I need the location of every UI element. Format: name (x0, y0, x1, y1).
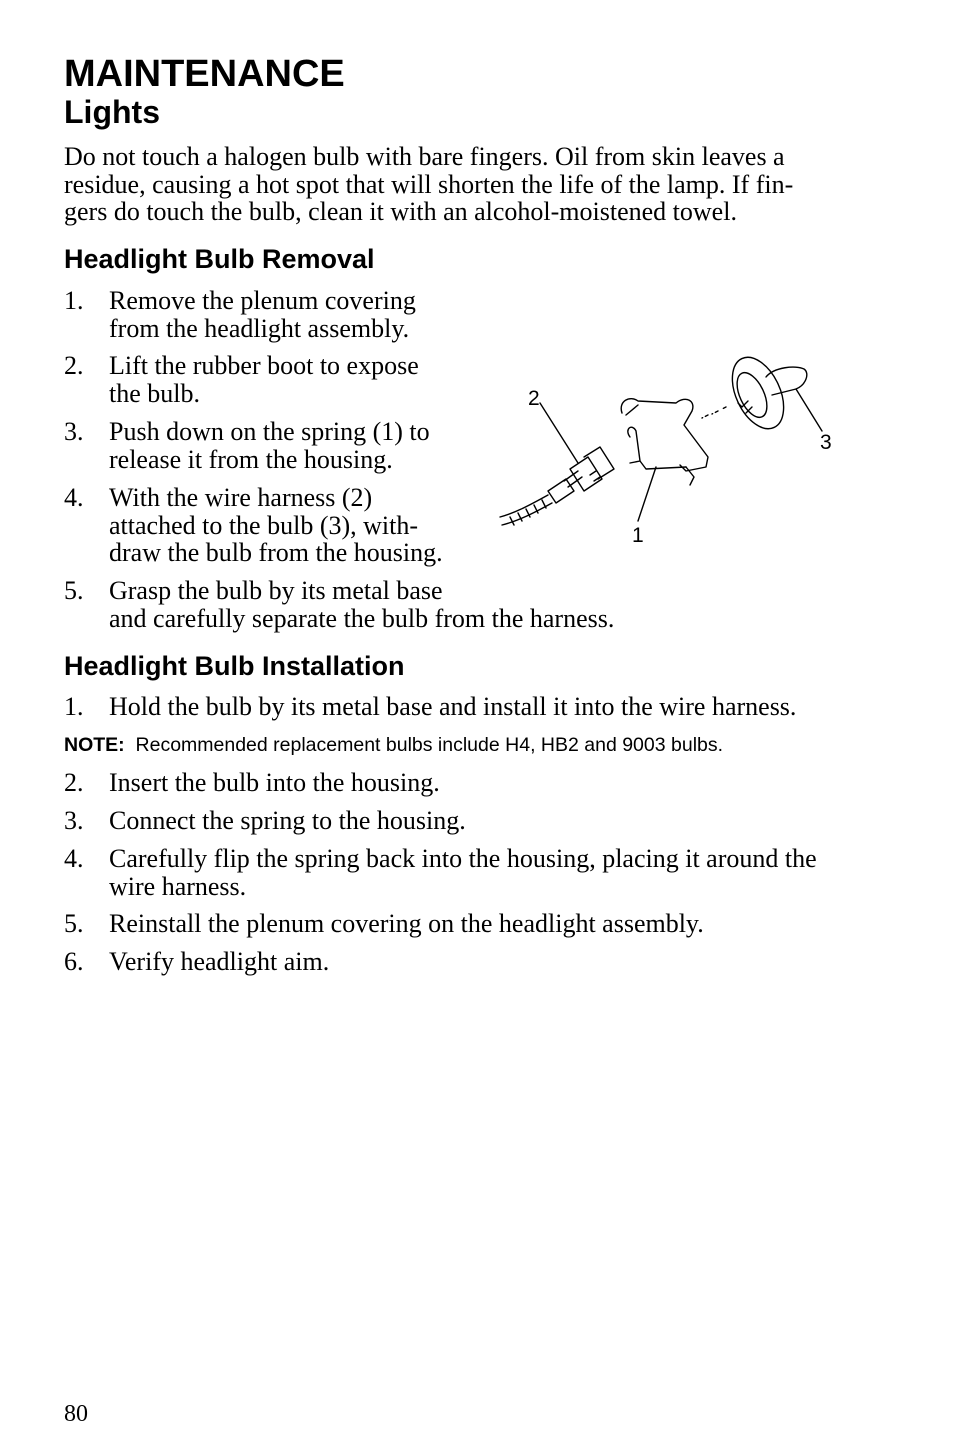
step-number: 3. (64, 806, 84, 835)
step-text: Connect the spring to the housing. (109, 806, 466, 835)
step-text: wire harness. (109, 871, 247, 901)
step-text: Reinstall the plenum covering on the headlight assembly. (109, 909, 704, 938)
step-text: Verify headlight aim. (109, 947, 330, 976)
step-text: Insert the bulb into the housing. (109, 768, 440, 797)
note-label: NOTE: (64, 734, 125, 756)
intro-line: Do not touch a halogen bulb with bare fingers. Oil from skin leaves a (64, 142, 785, 171)
step-number: 2. (64, 768, 84, 797)
step-number: 1. (64, 286, 84, 315)
step-text: Lift the rubber boot to expose (109, 351, 419, 380)
callout-leader-1 (638, 467, 656, 521)
step-text: Remove the plenum covering (109, 286, 416, 315)
step-text: With the wire harness (2) (109, 483, 373, 512)
step-number: 1. (64, 692, 84, 721)
step-number: 2. (64, 351, 84, 380)
step-text: draw the bulb from the housing. (109, 538, 443, 567)
callout-leader-3 (796, 389, 822, 431)
step-text: Push down on the spring (1) to (109, 417, 430, 446)
step-text: from the headlight assembly. (109, 313, 410, 343)
subsection-title: Lights (64, 94, 160, 130)
step-number: 3. (64, 417, 84, 446)
section-title: MAINTENANCE (64, 53, 345, 95)
step-text: the bulb. (109, 378, 200, 408)
step-number: 4. (64, 483, 84, 512)
removal-heading: Headlight Bulb Removal (64, 244, 375, 274)
step-number: 6. (64, 947, 84, 976)
installation-heading: Headlight Bulb Installation (64, 651, 405, 681)
step-text: Grasp the bulb by its metal base (109, 576, 443, 605)
intro-line: gers do touch the bulb, clean it with an alcohol-moistened towel. (64, 197, 737, 226)
step-text: attached to the bulb (3), with- (109, 510, 419, 540)
step-text: release it from the housing. (109, 444, 393, 474)
note-text: Recommended replacement bulbs include H4, HB2 and 9003 bulbs. (135, 734, 724, 756)
page-number: 80 (64, 1401, 88, 1427)
callout-label-3: 3 (820, 431, 832, 454)
wire-harness-drawing (500, 447, 614, 525)
step-number: 4. (64, 844, 84, 873)
headlight-assembly-figure (490, 345, 850, 555)
step-text: and carefully separate the bulb from the harness. (109, 603, 615, 633)
step-text: Carefully flip the spring back into the housing, placing it around the (109, 844, 817, 873)
step-number: 5. (64, 576, 84, 605)
note (64, 733, 723, 757)
callout-leader-2 (540, 403, 578, 463)
halogen-bulb-drawing (702, 349, 807, 436)
intro-line: residue, causing a hot spot that will shorten the life of the lamp. If fin- (64, 169, 794, 199)
callout-label-1: 1 (632, 524, 644, 547)
retaining-spring-drawing (621, 399, 708, 485)
callout-label-2: 2 (528, 387, 540, 410)
intro-paragraph (64, 143, 793, 226)
step-number: 5. (64, 909, 84, 938)
step-text: Hold the bulb by its metal base and install it into the wire harness. (109, 692, 797, 721)
